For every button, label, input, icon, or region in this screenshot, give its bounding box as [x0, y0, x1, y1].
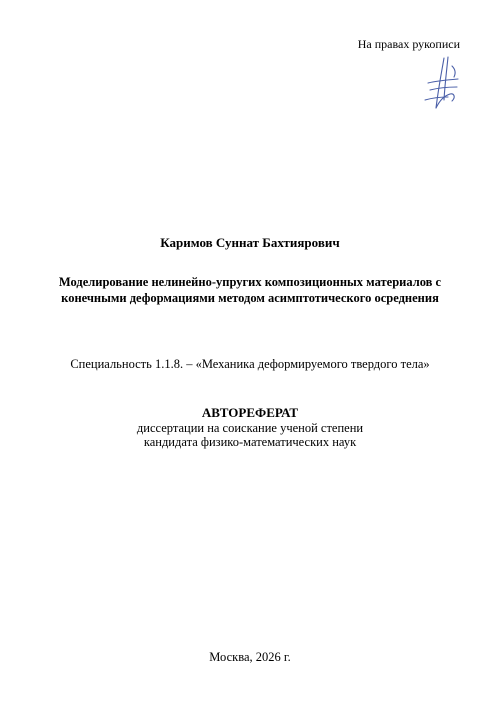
degree-purpose	[0, 421, 500, 449]
purpose-line: кандидата физико-математических наук	[143, 435, 357, 449]
place-year: Москва, 2026 г.	[209, 650, 291, 664]
rights-note: На правах рукописи	[357, 37, 460, 51]
signature-icon	[422, 56, 462, 110]
document-type-heading: АВТОРЕФЕРАТ	[201, 405, 299, 420]
specialty-line: Специальность 1.1.8. – «Механика деформируемого твердого тела»	[70, 357, 430, 371]
title-line: Моделирование нелинейно-упругих композиционных материалов с	[58, 275, 442, 289]
purpose-line: диссертации на соискание ученой степени	[136, 421, 364, 435]
title-line: конечными деформациями методом асимптотического осреднения	[61, 291, 439, 305]
author-name: Каримов Суннат Бахтиярович	[160, 235, 340, 250]
dissertation-title	[40, 274, 460, 306]
